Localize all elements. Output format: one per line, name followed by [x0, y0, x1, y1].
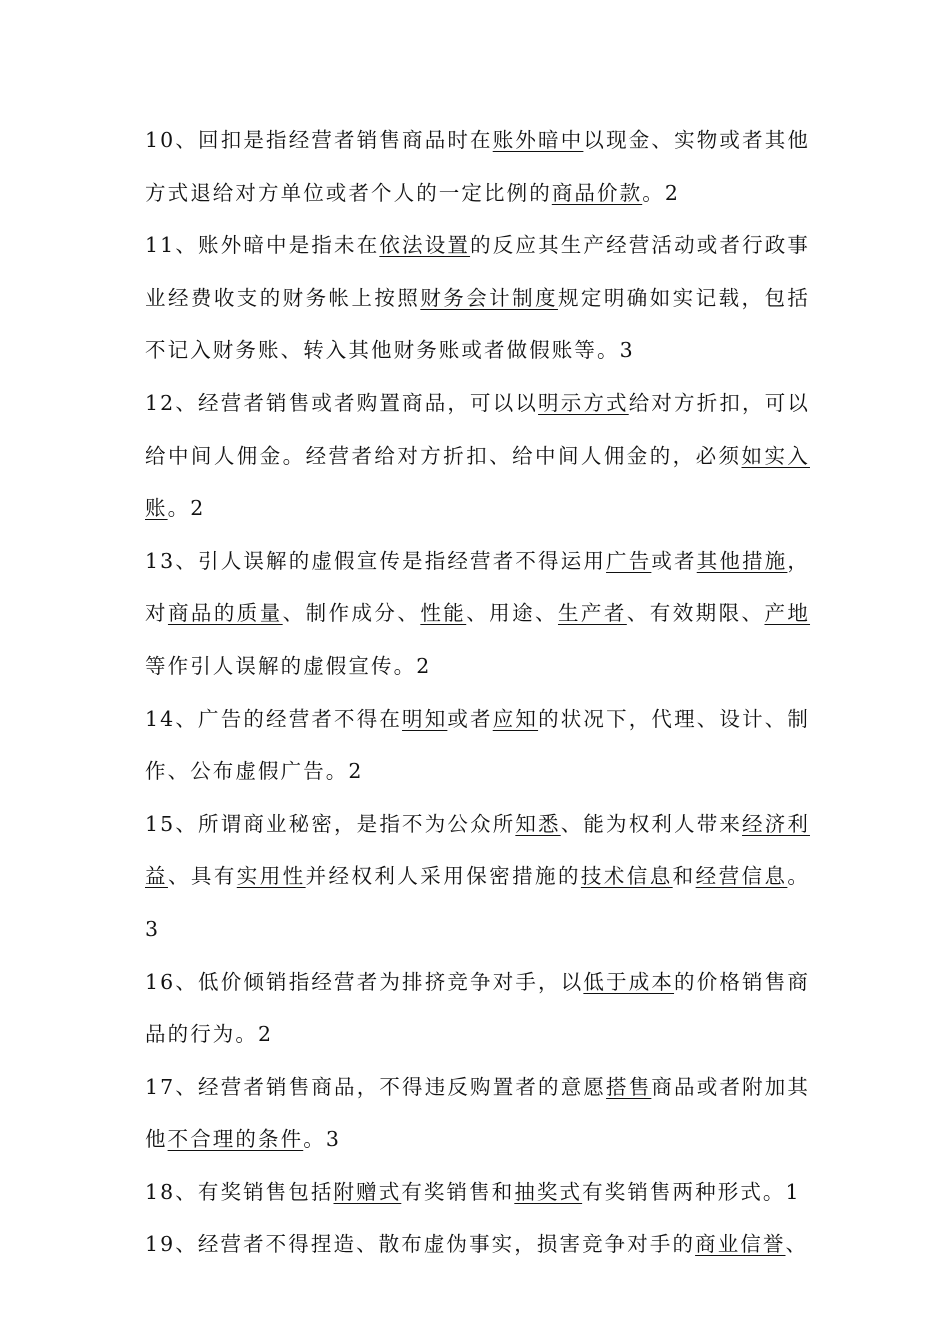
question-text: 13、引人误解的虚假宣传是指经营者不得运用: [145, 548, 607, 573]
question-text: 或者: [447, 706, 493, 731]
underlined-answer: 技术信息: [580, 864, 673, 889]
question-text: 11、账外暗中是指未在: [145, 233, 380, 258]
question-text: 18、有奖销售包括: [145, 1179, 334, 1204]
underlined-answer: 财务会计制度: [420, 285, 558, 310]
question-item: [145, 377, 810, 535]
question-text: 有奖销售和: [401, 1179, 515, 1204]
question-text: 、有效期限、: [626, 601, 765, 626]
underlined-answer: 账外暗中: [492, 128, 584, 152]
question-item: [145, 1218, 810, 1271]
question-item: [145, 114, 810, 219]
question-text: 规定明确如实记载，包括不记入财务账、转入其他财务账或者做假账等。3: [145, 285, 810, 363]
question-item: [145, 798, 810, 956]
underlined-answer: 搭售: [606, 1074, 652, 1099]
question-text: 或者: [651, 548, 697, 573]
question-text: 、制作成分、: [282, 601, 421, 626]
question-text: ，对: [145, 548, 811, 626]
question-text: 。2: [642, 180, 680, 205]
question-text: 、能为权利人带来: [560, 811, 743, 836]
question-text: 、用途、: [466, 601, 558, 626]
underlined-answer: 商业信誉: [695, 1232, 786, 1257]
question-item: [145, 1061, 810, 1166]
question-text: 并经权利人采用保密措施的: [305, 864, 581, 889]
underlined-answer: 抽奖式: [514, 1179, 583, 1204]
question-text: 。3: [145, 864, 810, 941]
underlined-answer: 商品价款: [551, 180, 643, 205]
question-text: 、: [785, 1232, 809, 1257]
underlined-answer: 不合理的条件: [167, 1127, 304, 1152]
question-item: [145, 956, 810, 1061]
question-text: 15、所谓商业秘密，是指不为公众所: [145, 811, 516, 836]
underlined-answer: 如实入账: [145, 443, 810, 521]
question-item: [145, 693, 810, 798]
underlined-answer: 应知: [492, 706, 539, 731]
question-text: 。2: [167, 496, 206, 521]
underlined-answer: 其他措施: [696, 548, 788, 573]
question-text: 以现金、实物或者其他方式退给对方单位或者个人的一定比例的: [145, 128, 811, 205]
question-text: 19、经营者不得捏造、散布虚伪事实，损害竞争对手的: [145, 1232, 696, 1257]
underlined-answer: 知悉: [515, 811, 561, 836]
underlined-answer: 产地: [764, 601, 811, 626]
question-text: 给对方折扣，可以给中间人佣金。经营者给对方折扣、给中间人佣金的，必须: [145, 390, 810, 468]
question-text: 16、低价倾销指经营者为排挤竞争对手，以: [145, 969, 584, 994]
underlined-answer: 明知: [402, 706, 448, 731]
underlined-answer: 生产者: [557, 601, 627, 626]
underlined-answer: 经营信息: [695, 864, 788, 889]
question-text: 的状况下，代理、设计、制作、公布虚假广告。2: [145, 706, 811, 784]
question-text: 有奖销售两种形式。1: [582, 1179, 801, 1204]
question-item: [145, 219, 810, 377]
question-text: 14、广告的经营者不得在: [145, 706, 403, 731]
question-text: 商品或者附加其他: [145, 1074, 810, 1152]
underlined-answer: 经济利益: [145, 811, 810, 889]
underlined-answer: 依法设置: [379, 233, 471, 258]
underlined-answer: 性能: [420, 601, 467, 626]
question-text: 12、经营者销售或者购置商品，可以以: [145, 390, 539, 415]
question-item: [145, 1166, 810, 1219]
underlined-answer: 明示方式: [538, 390, 629, 415]
underlined-answer: 实用性: [236, 864, 306, 889]
question-item: [145, 535, 810, 693]
underlined-answer: 低于成本: [583, 969, 675, 994]
question-text: 的价格销售商品的行为。2: [145, 969, 810, 1047]
question-text: 的反应其生产经营活动或者行政事业经费收支的财务帐上按照: [145, 233, 811, 310]
question-text: 和: [672, 864, 696, 889]
question-text: 10、回扣是指经营者销售商品时在: [145, 128, 493, 152]
underlined-answer: 商品的质量: [167, 601, 283, 626]
question-text: 。3: [303, 1127, 341, 1152]
question-text: 等作引人误解的虚假宣传。2: [145, 653, 432, 678]
question-text: 17、经营者销售商品，不得违反购置者的意愿: [145, 1074, 607, 1099]
underlined-answer: 附赠式: [333, 1179, 402, 1204]
document-body: [145, 114, 810, 1271]
question-text: 、具有: [167, 864, 237, 889]
underlined-answer: 广告: [606, 548, 652, 573]
